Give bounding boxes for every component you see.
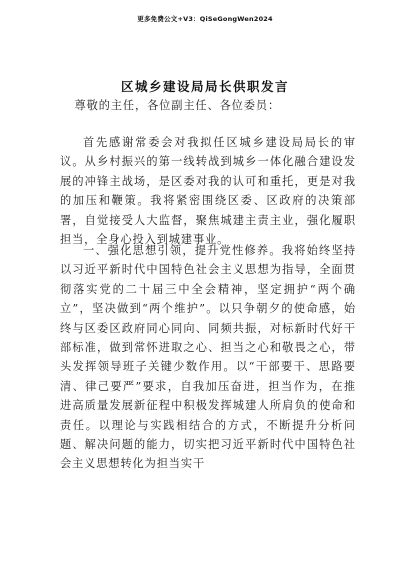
paragraph-1: 首先感谢常委会对我拟任区城乡建设局局长的审议。从乡村振兴的第一线转战到城乡一体化融合建设发展的冲锋主战场，是区委对我的认可和重托，更是对我的加压和鞭策。我将紧密围绕区委、区政府的决策部署，自觉接受人大监督，聚焦城建主责主业，强化履职担当，全身心投入到城建事业。: [60, 136, 356, 247]
document-title: 区城乡建设局局长供职发言: [120, 79, 289, 94]
paragraph-2: 一、强化思想引领，提升党性修养。我将始终坚持以习近平新时代中国特色社会主义思想为指导，全面贯彻落实党的二十届三中全会精神，坚定拥护“两个确立”，坚决做到“两个维护”。以只争朝夕的使命感，始终与区委区政府同心同向、同频共振，对标新时代好干部标准，做到常怀进取之心、担当之心和敬畏之心，带头发挥领导班子关键少数作用。以“干部要干、思路要清、律己要严”要求，自我加压奋进，担当作为，在推进高质量发展新征程中积极发挥城建人所肩负的使命和责任。以理论与实践相结合的方式，不断提升分析问题、解决问题的能力，切实把习近平新时代中国特色社会主义思想转化为担当实干: [60, 244, 356, 471]
header-note: 更多免费公文+V3：QiSeGongWen2024: [137, 15, 273, 23]
salutation: 尊敬的主任，各位副主任、各位委员：: [74, 99, 281, 112]
